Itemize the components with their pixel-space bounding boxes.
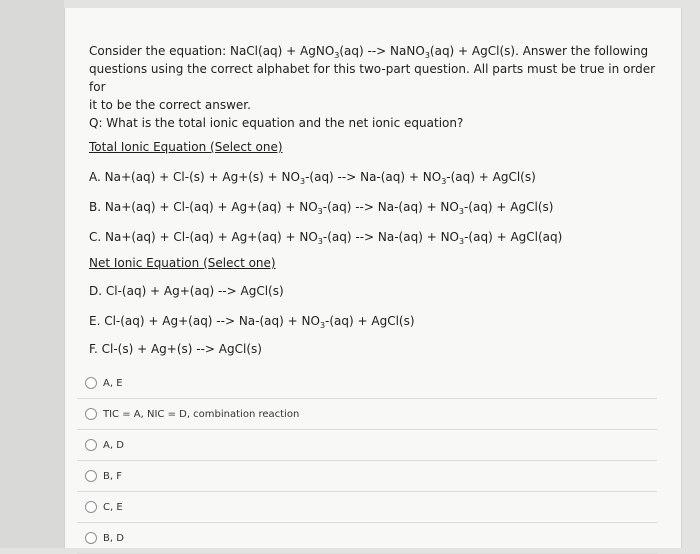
- radio-button[interactable]: [85, 501, 97, 513]
- answer-choice[interactable]: [77, 368, 657, 399]
- total-option-a: A. $Na+(aq) + Cl-(s) + Ag+(s) + NO_3-(aq)$ --> $Na-(aq) + NO_3-(aq)$ + AgCl(s): [89, 170, 536, 186]
- total-option-b: B. $Na+(aq) + Cl-(aq) + Ag+(aq) + NO_3-(aq)$ --> $Na-(aq) + NO_3-(aq)$ + AgCl(s): [89, 200, 554, 216]
- answer-label: A, D: [103, 439, 124, 451]
- total-ionic-header: Total Ionic Equation (Select one): [89, 140, 283, 154]
- net-option-e: E. Cl-(aq) + Ag+(aq) --> $Na-(aq) + NO_3-(aq)$ + AgCl(s): [89, 314, 415, 330]
- radio-button[interactable]: [85, 439, 97, 451]
- net-option-f: F. Cl-(s) + Ag+(s) --> AgCl(s): [89, 342, 262, 356]
- answer-label: TIC = A, NIC = D, combination reaction: [103, 408, 300, 420]
- left-background: [0, 0, 64, 548]
- total-option-c: C. $Na+(aq) + Cl-(aq) + Ag+(aq) + NO_3-(aq)$ --> $Na-(aq) + NO_3-(aq)$ + AgCl(aq): [89, 230, 563, 246]
- answer-choices: [77, 368, 657, 554]
- answer-choice[interactable]: [77, 492, 657, 523]
- net-option-d: D. Cl-(aq) + Ag+(aq) --> AgCl(s): [89, 284, 284, 298]
- answer-label: B, F: [103, 470, 122, 482]
- radio-button[interactable]: [85, 377, 97, 389]
- radio-button[interactable]: [85, 532, 97, 544]
- question-card: [64, 8, 682, 548]
- answer-choice[interactable]: [77, 461, 657, 492]
- radio-button[interactable]: [85, 408, 97, 420]
- question-prompt: Q: What is the total ionic equation and the net ionic equation?: [89, 116, 464, 130]
- net-ionic-header: Net Ionic Equation (Select one): [89, 256, 276, 270]
- radio-button[interactable]: [85, 470, 97, 482]
- question-intro: Consider the equation: NaCl(aq) + AgNO$_3$(aq) --> NaNO$_3$(aq) + AgCl(s). Answer the following questions using the correct alphabet for this two-part question. All parts must be true in order for it to be the correct answer.: [89, 44, 656, 112]
- answer-label: B, D: [103, 532, 124, 544]
- answer-choice[interactable]: [77, 430, 657, 461]
- answer-choice[interactable]: [77, 523, 657, 554]
- answer-label: A, E: [103, 377, 123, 389]
- answer-choice[interactable]: [77, 399, 657, 430]
- answer-label: C, E: [103, 501, 123, 513]
